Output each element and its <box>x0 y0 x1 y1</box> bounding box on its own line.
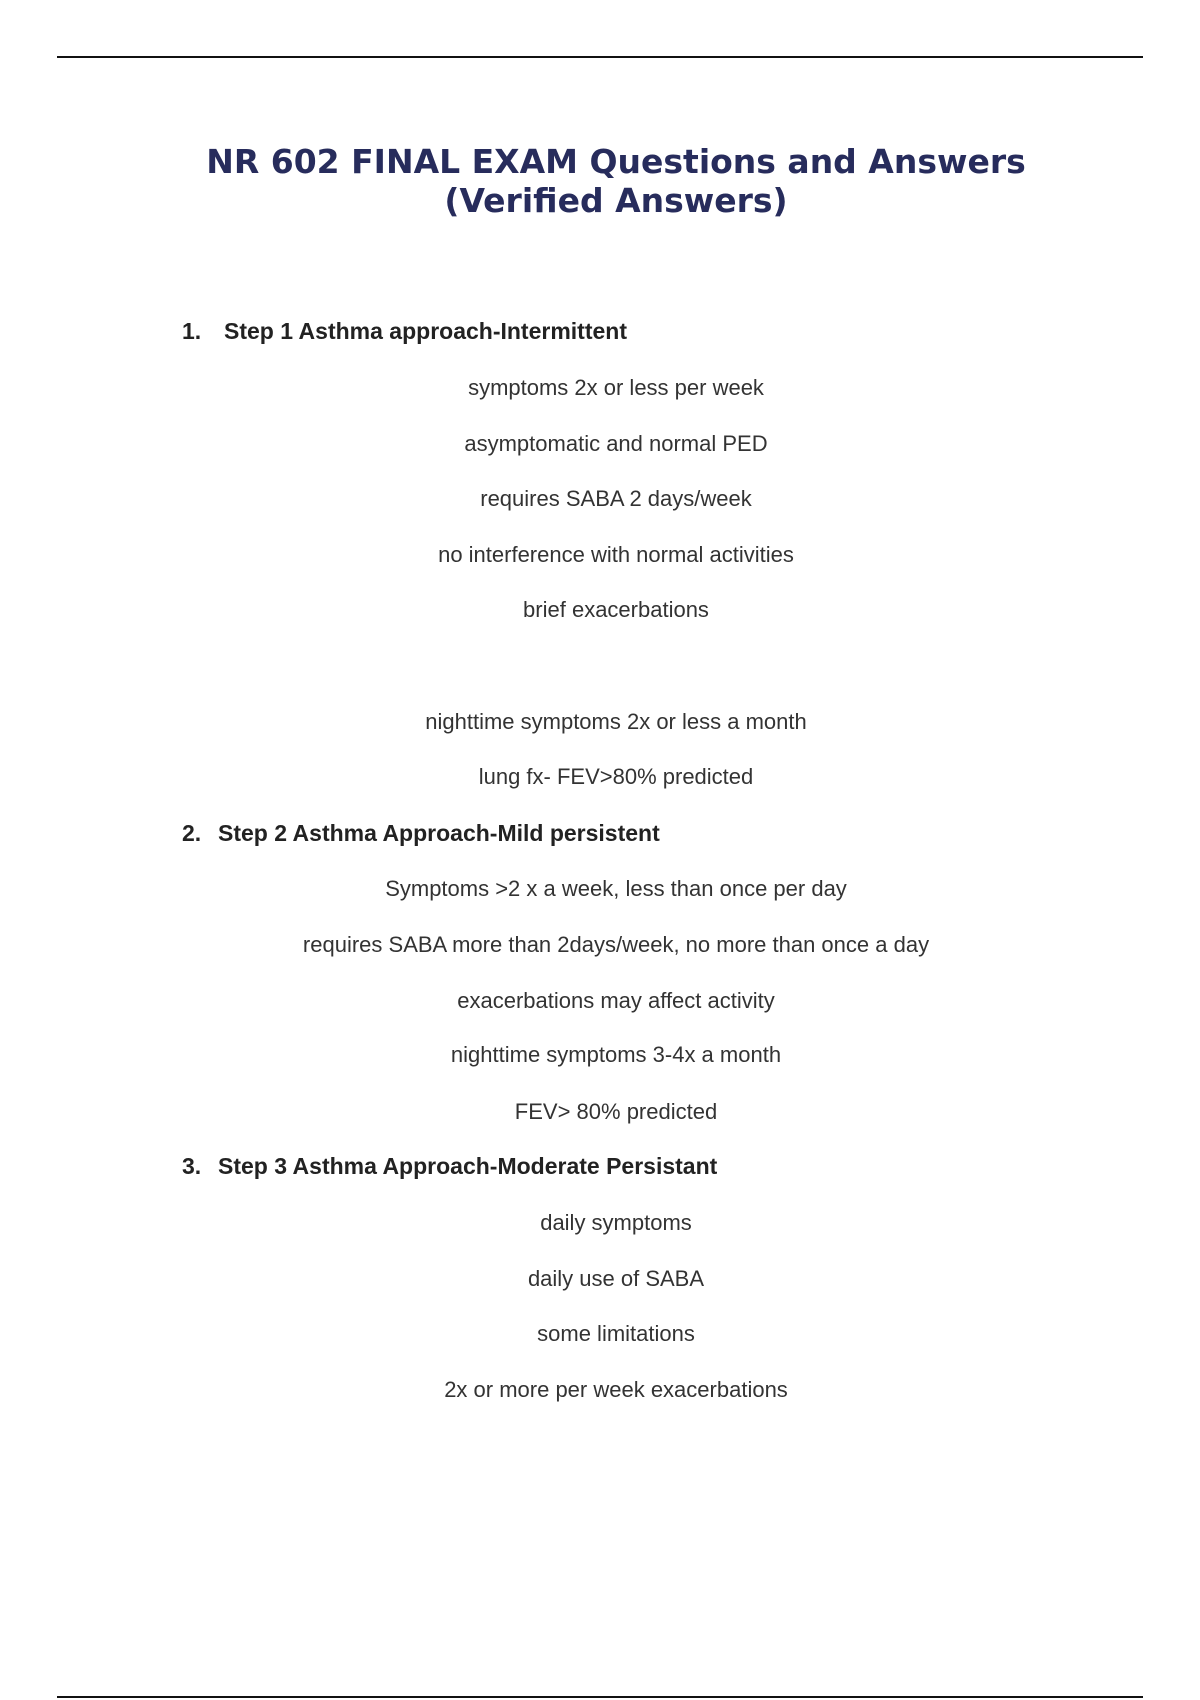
answer-line: daily symptoms <box>540 1210 692 1235</box>
answer-line: requires SABA more than 2days/week, no more than once a day <box>302 932 930 957</box>
answer-line: lung fx- FEV>80% predicted <box>478 764 754 789</box>
question-3 <box>182 1153 717 1180</box>
answer-line: FEV> 80% predicted <box>514 1099 718 1124</box>
question-text: Step 3 Asthma Approach-Moderate Persistant <box>218 1153 718 1179</box>
answer-line: nighttime symptoms 2x or less a month <box>425 709 807 734</box>
question-2 <box>182 820 660 847</box>
bottom-rule <box>57 1696 1143 1698</box>
answer-line: symptoms 2x or less per week <box>468 375 764 400</box>
title-line-1: NR 602 FINAL EXAM Questions and Answers <box>206 142 1026 181</box>
answer-line: nighttime symptoms 3-4x a month <box>450 1042 782 1067</box>
question-text: Step 2 Asthma Approach-Mild persistent <box>218 820 660 846</box>
answer-line: daily use of SABA <box>527 1266 705 1291</box>
answer-line: requires SABA 2 days/week <box>480 486 752 511</box>
answer-line: asymptomatic and normal PED <box>464 431 768 456</box>
answer-line: exacerbations may affect activity <box>457 988 775 1013</box>
question-number: 2. <box>182 820 202 846</box>
answer-line: no interference with normal activities <box>438 542 794 567</box>
top-rule <box>57 56 1143 58</box>
page-title <box>0 142 1200 220</box>
question-number: 1. <box>182 318 202 344</box>
question-1 <box>182 318 627 345</box>
answer-line: brief exacerbations <box>523 597 709 622</box>
question-number: 3. <box>182 1153 202 1179</box>
answer-line: Symptoms >2 x a week, less than once per day <box>385 876 847 901</box>
answer-line: some limitations <box>537 1321 695 1346</box>
question-text: Step 1 Asthma approach-Intermittent <box>224 318 627 344</box>
answer-line: 2x or more per week exacerbations <box>444 1377 788 1402</box>
title-line-2: (Verified Answers) <box>444 181 788 220</box>
